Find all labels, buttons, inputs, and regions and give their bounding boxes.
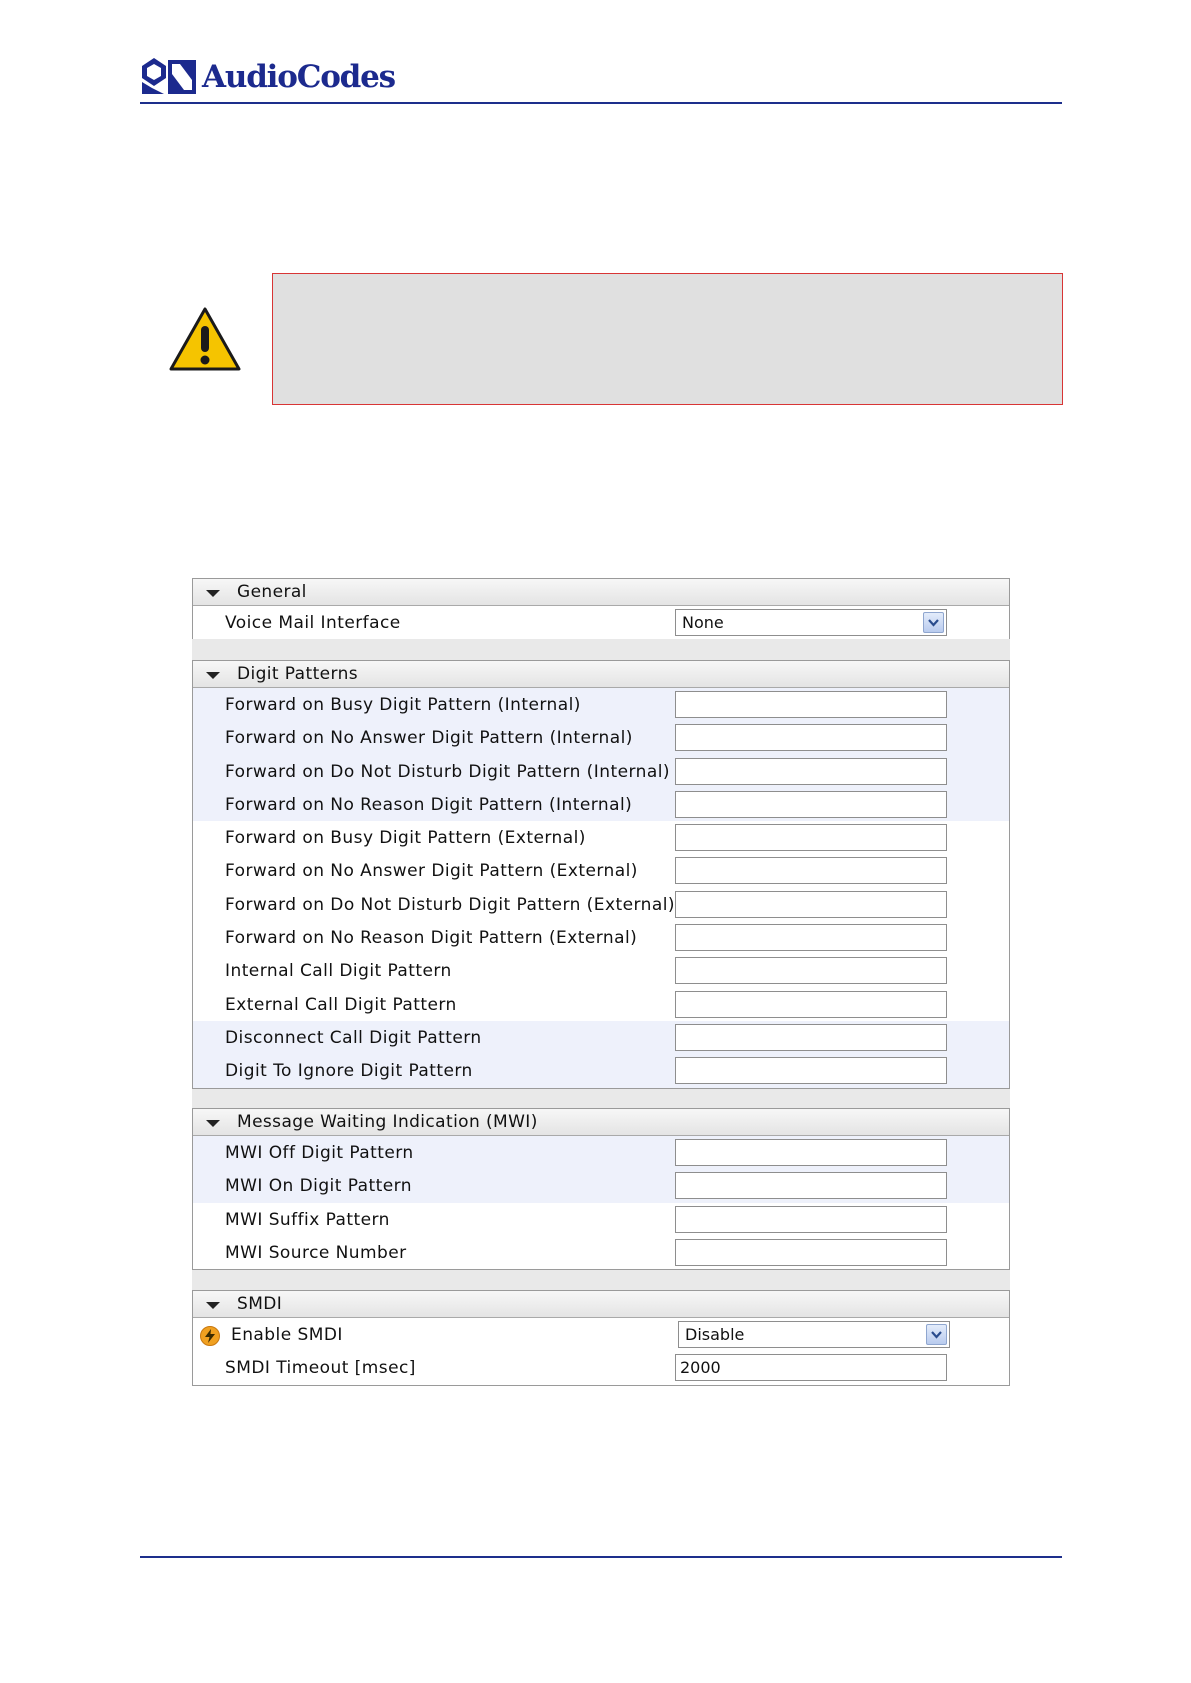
select-value: None: [682, 613, 724, 632]
digit-pattern-input[interactable]: [675, 791, 947, 818]
digit-pattern-input[interactable]: [675, 824, 947, 851]
audiocodes-logo: [142, 56, 395, 98]
group-general: [192, 578, 1010, 639]
table-row: [193, 1203, 1009, 1236]
note-box: [272, 273, 1063, 405]
table-row: [193, 1054, 1009, 1087]
table-row: [193, 721, 1009, 754]
collapse-triangle-icon[interactable]: [206, 672, 220, 679]
group-title: Digit Patterns: [237, 664, 359, 684]
field-label: SMDI Timeout [msec]: [225, 1358, 416, 1379]
mwi-input[interactable]: [675, 1172, 947, 1199]
digit-pattern-input[interactable]: [675, 991, 947, 1018]
footer-rule: [140, 1556, 1062, 1558]
table-row: [193, 755, 1009, 788]
group-title: Message Waiting Indication (MWI): [237, 1112, 538, 1132]
field-label: Enable SMDI: [231, 1325, 343, 1345]
digit-pattern-input[interactable]: [675, 1057, 947, 1084]
digit-pattern-input[interactable]: [675, 857, 947, 884]
group-digit-patterns: [192, 660, 1010, 1089]
group-header-general[interactable]: [193, 579, 1009, 606]
enable-smdi-select[interactable]: [678, 1321, 950, 1348]
warning-icon: [168, 306, 242, 372]
table-row: [193, 1136, 1009, 1169]
field-label: Voice Mail Interface: [225, 613, 401, 633]
field-label: MWI Suffix Pattern: [225, 1209, 390, 1230]
field-label: Forward on Busy Digit Pattern (Internal): [225, 695, 581, 715]
table-row: [193, 921, 1009, 954]
collapse-triangle-icon[interactable]: [206, 590, 220, 597]
table-row: [193, 821, 1009, 854]
field-label: Forward on No Answer Digit Pattern (External): [225, 861, 638, 882]
group-header-mwi[interactable]: [193, 1109, 1009, 1136]
mwi-input[interactable]: [675, 1139, 947, 1166]
select-value: Disable: [685, 1325, 745, 1344]
field-label: Digit To Ignore Digit Pattern: [225, 1061, 473, 1082]
lightning-bolt-icon: [200, 1326, 220, 1346]
mwi-input[interactable]: [675, 1206, 947, 1233]
field-label: MWI Source Number: [225, 1242, 407, 1263]
collapse-triangle-icon[interactable]: [206, 1120, 220, 1127]
table-row: [193, 954, 1009, 987]
mwi-input[interactable]: [675, 1239, 947, 1266]
group-mwi: [192, 1108, 1010, 1270]
table-row: [193, 688, 1009, 721]
digit-pattern-input[interactable]: [675, 957, 947, 984]
field-label: MWI On Digit Pattern: [225, 1176, 413, 1197]
voice-mail-settings-panel: [192, 578, 1010, 1386]
digit-pattern-input[interactable]: [675, 1024, 947, 1051]
brand-name: AudioCodes: [202, 59, 395, 95]
dropdown-arrow-icon[interactable]: [926, 1324, 947, 1345]
table-row: [193, 1236, 1009, 1269]
audiocodes-logo-mark: [142, 58, 198, 96]
digit-pattern-input[interactable]: [675, 691, 947, 718]
enable-smdi-row: [193, 1318, 1009, 1351]
table-row: [193, 888, 1009, 921]
field-label: Internal Call Digit Pattern: [225, 961, 452, 982]
group-header-smdi[interactable]: [193, 1291, 1009, 1318]
table-row: [193, 988, 1009, 1021]
digit-pattern-input[interactable]: [675, 891, 947, 918]
digit-pattern-input[interactable]: [675, 758, 947, 785]
field-label: MWI Off Digit Pattern: [225, 1143, 414, 1163]
field-label: External Call Digit Pattern: [225, 994, 457, 1015]
dropdown-arrow-icon[interactable]: [923, 612, 944, 633]
collapse-triangle-icon[interactable]: [206, 1302, 220, 1309]
group-title: SMDI: [237, 1294, 283, 1314]
field-label: Forward on Busy Digit Pattern (External): [225, 828, 586, 849]
field-label: Forward on No Answer Digit Pattern (Internal): [225, 728, 633, 749]
smdi-timeout-row: [193, 1351, 1009, 1384]
table-row: [193, 788, 1009, 821]
field-label: Forward on Do Not Disturb Digit Pattern (External): [225, 894, 675, 915]
field-label: Forward on No Reason Digit Pattern (Internal): [225, 794, 633, 815]
smdi-timeout-input[interactable]: 2000: [675, 1354, 947, 1381]
table-row: [193, 1021, 1009, 1054]
table-row: [193, 1169, 1009, 1202]
digit-pattern-input[interactable]: [675, 924, 947, 951]
field-label: Forward on Do Not Disturb Digit Pattern (Internal): [225, 761, 670, 782]
header-rule: [140, 102, 1062, 104]
voice-mail-interface-row: [193, 606, 1009, 639]
digit-pattern-input[interactable]: [675, 724, 947, 751]
group-smdi: [192, 1290, 1010, 1386]
voice-mail-interface-select[interactable]: [675, 609, 947, 636]
group-title: General: [237, 582, 307, 602]
field-label: Disconnect Call Digit Pattern: [225, 1027, 482, 1048]
field-label: Forward on No Reason Digit Pattern (External): [225, 928, 638, 949]
group-header-digit-patterns[interactable]: [193, 661, 1009, 688]
table-row: [193, 854, 1009, 887]
